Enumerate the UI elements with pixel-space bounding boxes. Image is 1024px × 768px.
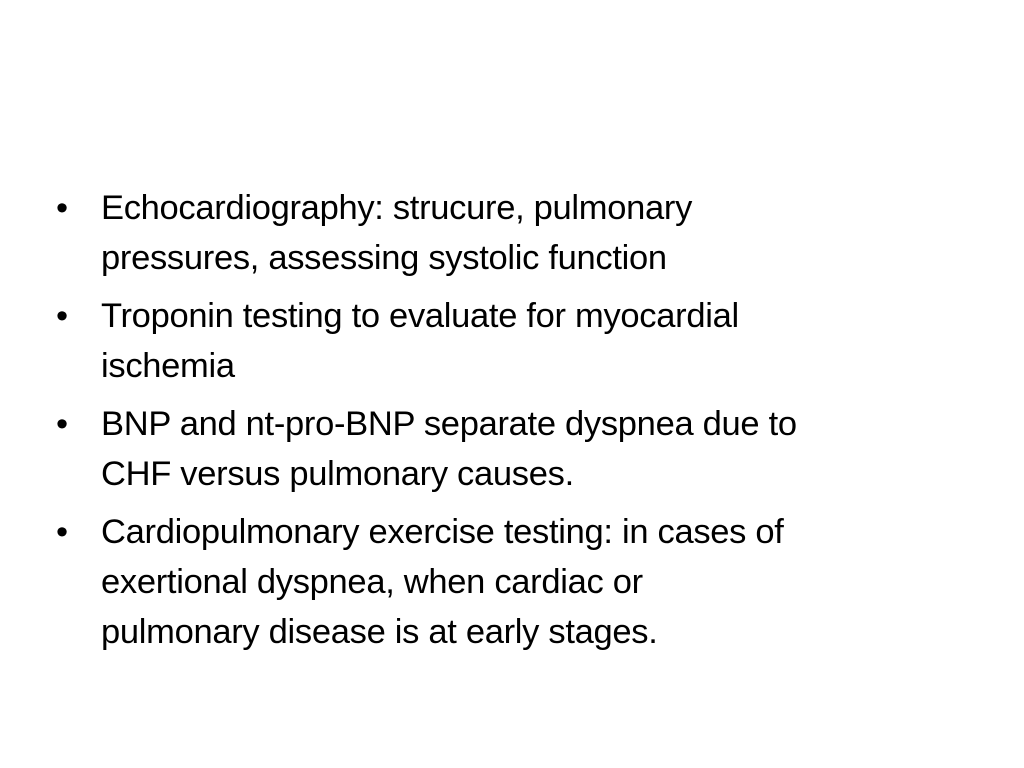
bullet-icon: • <box>56 405 68 443</box>
bullet-item-troponin <box>56 291 956 391</box>
bullet-item-echocardiography <box>56 183 956 283</box>
bullet-item-bnp <box>56 399 956 499</box>
bullet-icon: • <box>56 297 68 335</box>
bullet-item-cardiopulmonary <box>56 507 956 657</box>
bullet-text-line: BNP and nt-pro-BNP separate dyspnea due to <box>101 405 797 443</box>
bullet-text-line: ischemia <box>101 347 235 385</box>
bullet-text-line: exertional dyspnea, when cardiac or <box>101 563 643 601</box>
bullet-text-line: Echocardiography: strucure, pulmonary <box>101 189 693 227</box>
bullet-text-line: pressures, assessing systolic function <box>101 239 667 277</box>
bullet-icon: • <box>56 513 68 551</box>
bullet-text-line: CHF versus pulmonary causes. <box>101 455 574 493</box>
bullet-text-line: Troponin testing to evaluate for myocardial <box>101 297 739 335</box>
bullet-icon: • <box>56 189 68 227</box>
bullet-text-line: pulmonary disease is at early stages. <box>101 613 658 651</box>
bullet-list <box>56 183 956 665</box>
bullet-text-line: Cardiopulmonary exercise testing: in cases of <box>101 513 784 551</box>
